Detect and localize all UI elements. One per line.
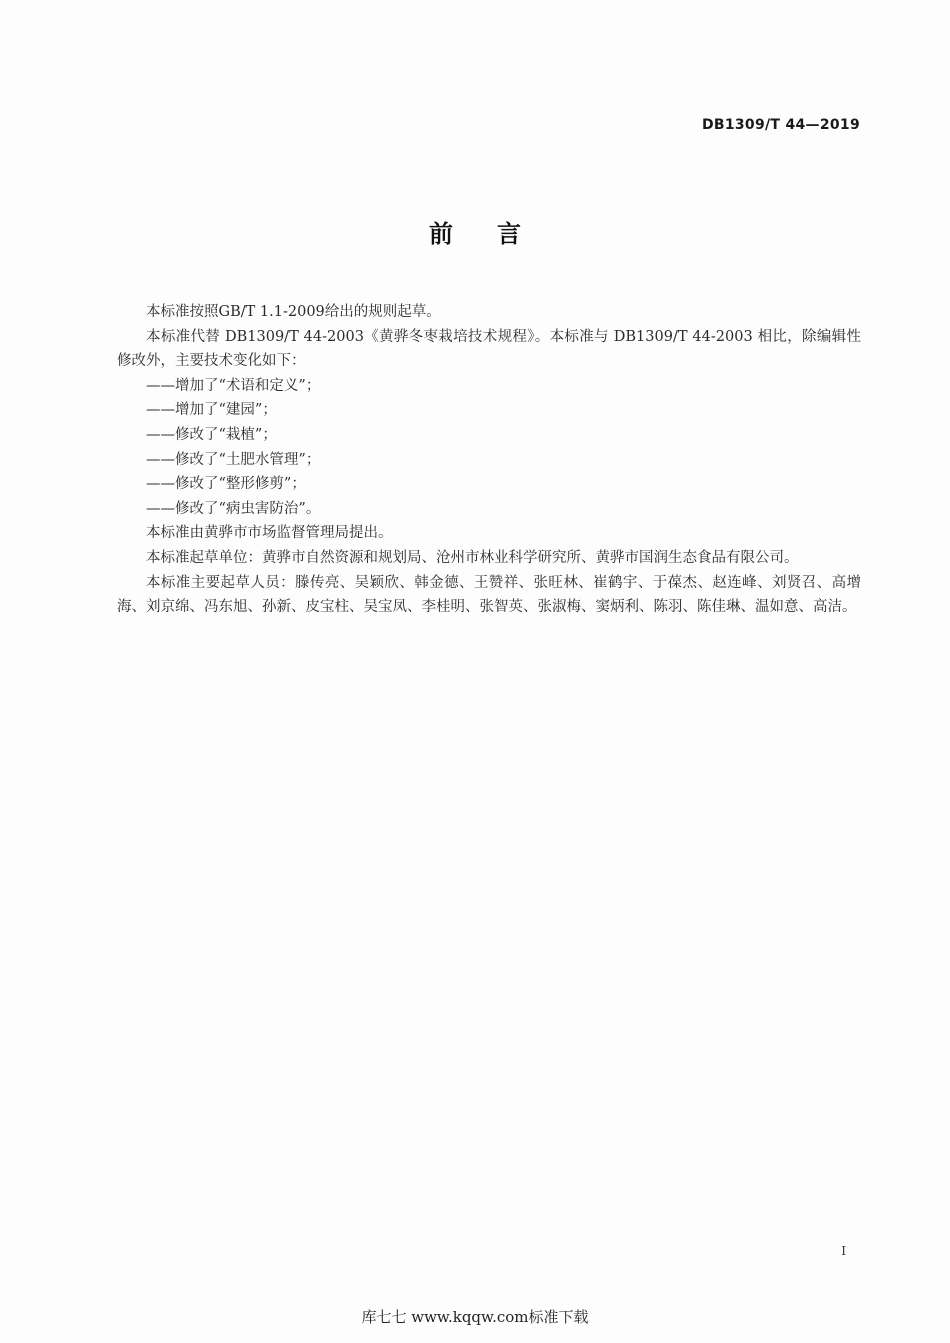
- change-item-pest-control: ——修改了“病虫害防治”。: [146, 500, 321, 517]
- change-item-soil-water: ——修改了“土肥水管理”；: [146, 451, 321, 468]
- change-item-terms: ——增加了“术语和定义”；: [146, 377, 321, 394]
- page-title: 前言: [429, 220, 565, 248]
- paragraph-drafting-units: 本标准起草单位：黄骅市自然资源和规划局、沧州市林业科学研究所、黄骅市国润生态食品有限公司。: [146, 549, 799, 566]
- paragraph-drafters: 本标准主要起草人员：滕传亮、吴颖欣、韩金德、王赞祥、张旺林、崔鹤宇、于葆杰、赵连峰、刘贤召、高增海、刘京绵、冯东旭、孙新、皮宝柱、吴宝凤、李桂明、张智英、张淑梅、窦炳利、陈羽、陈佳琳、温如意、高洁。: [117, 574, 861, 616]
- page-number: I: [841, 1244, 846, 1258]
- paragraph-replacement: 本标准代替 DB1309/T 44-2003《黄骅冬枣栽培技术规程》。本标准与 DB1309/T 44-2003 相比，除编辑性修改外，主要技术变化如下：: [117, 328, 861, 370]
- watermark-text: 库七七 www.kqqw.com标准下载: [361, 1308, 589, 1326]
- change-item-orchard: ——增加了“建园”；: [146, 402, 277, 419]
- foreword-body: [117, 300, 861, 620]
- change-item-planting: ——修改了“栽植”；: [146, 426, 277, 443]
- document-code: DB1309/T 44—2019: [701, 117, 860, 133]
- paragraph-proposer: 本标准由黄骅市市场监督管理局提出。: [146, 525, 393, 542]
- change-item-pruning: ——修改了“整形修剪”；: [146, 476, 306, 493]
- paragraph-drafting-rules: 本标准按照GB/T 1.1-2009给出的规则起草。: [146, 304, 441, 320]
